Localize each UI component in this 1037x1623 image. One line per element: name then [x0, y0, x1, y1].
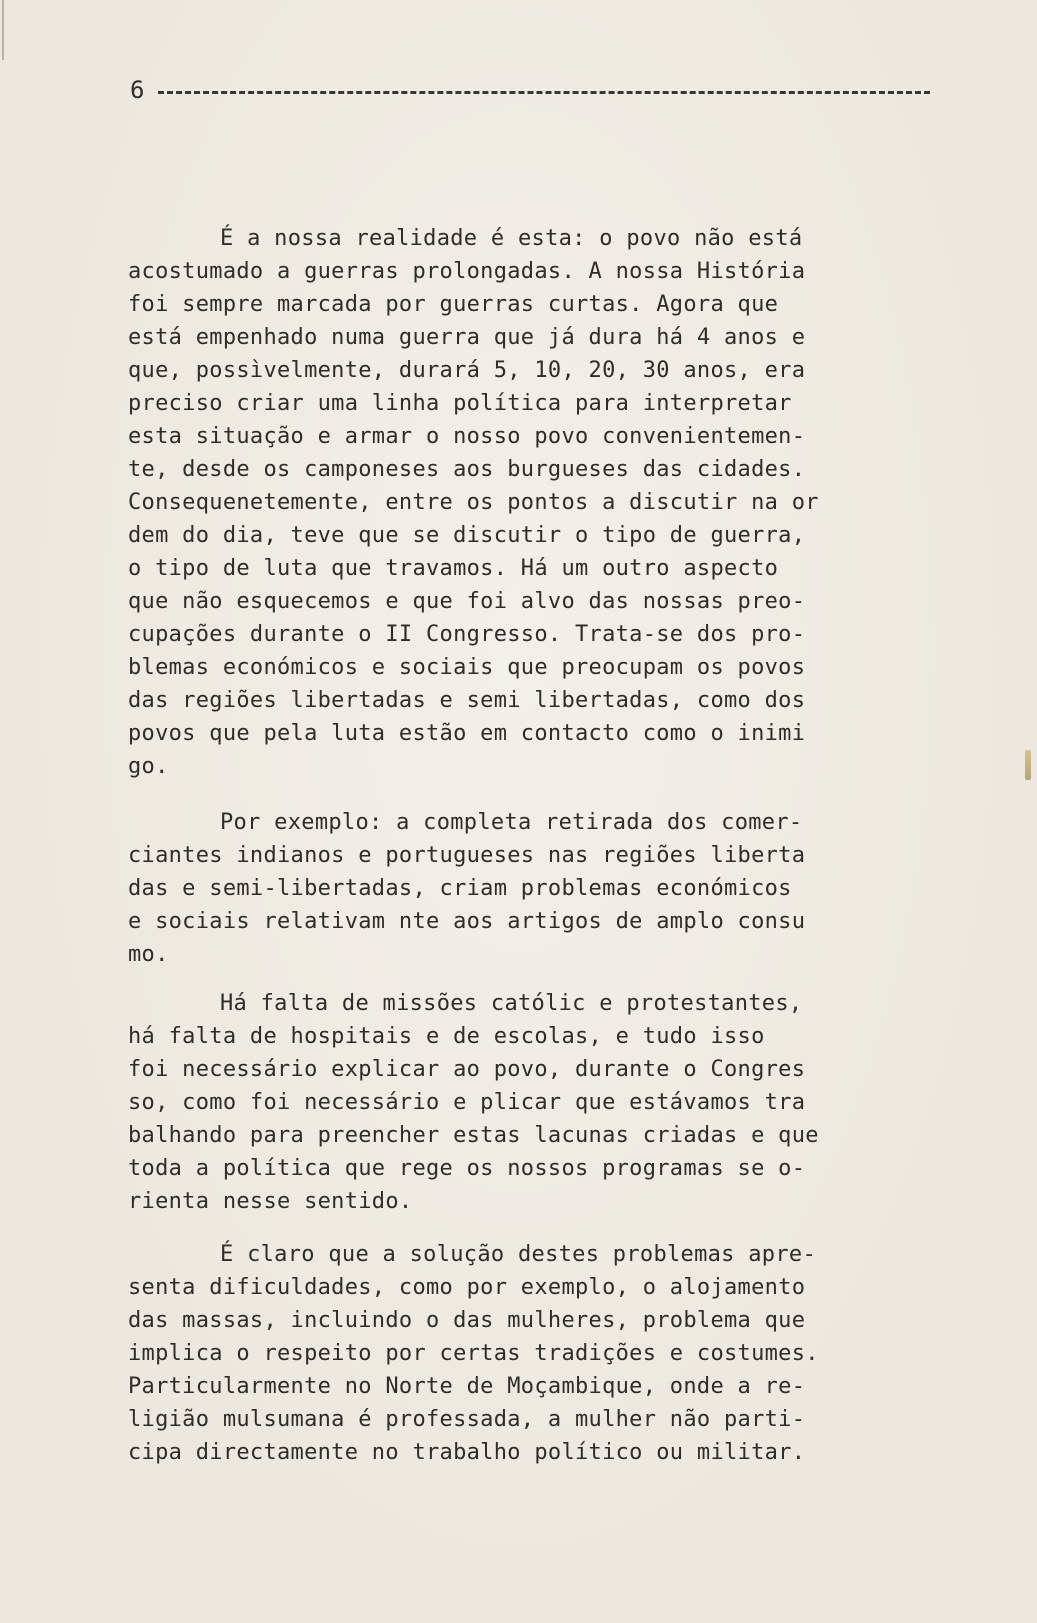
- text-line: Por exemplo: a completa retirada dos comer-: [220, 810, 803, 835]
- text-line: blemas económicos e sociais que preocupam os povos: [128, 655, 806, 680]
- text-line: ciantes indianos e portugueses nas regiões liberta: [128, 843, 806, 868]
- paragraph-4: [128, 1238, 928, 1469]
- text-line: está empenhado numa guerra que já dura há 4 anos e: [128, 325, 806, 350]
- text-line: balhando para preencher estas lacunas criadas e que: [128, 1123, 819, 1148]
- text-line: acostumado a guerras prolongadas. A nossa História: [128, 259, 806, 284]
- text-line: É claro que a solução destes problemas apre-: [220, 1242, 816, 1267]
- page-number: 6: [130, 76, 145, 104]
- text-line: das regiões libertadas e semi libertadas, como dos: [128, 688, 806, 713]
- paragraph-2: [128, 806, 928, 971]
- text-line: toda a política que rege os nossos programas se o-: [128, 1156, 806, 1181]
- text-line: das e semi-libertadas, criam problemas económicos: [128, 876, 792, 901]
- text-line: foi sempre marcada por guerras curtas. Agora que: [128, 292, 779, 317]
- text-line: cupações durante o II Congresso. Trata-se dos pro-: [128, 622, 806, 647]
- text-line: rienta nesse sentido.: [128, 1189, 413, 1214]
- text-line: há falta de hospitais e de escolas, e tudo isso: [128, 1024, 765, 1049]
- text-line: implica o respeito por certas tradições e costumes.: [128, 1341, 819, 1366]
- text-line: senta dificuldades, como por exemplo, o alojamento: [128, 1275, 806, 1300]
- text-line: esta situação e armar o nosso povo convenientemen-: [128, 424, 806, 449]
- text-line: ligião mulsumana é professada, a mulher não parti-: [128, 1407, 806, 1432]
- text-line: das massas, incluindo o das mulheres, problema que: [128, 1308, 806, 1333]
- paragraph-3: [128, 987, 928, 1218]
- paper-edge-mark: [2, 0, 4, 60]
- text-line: cipa directamente no trabalho político ou militar.: [128, 1440, 806, 1465]
- paragraph-1: [128, 222, 928, 783]
- text-line: que não esquecemos e que foi alvo das nossas preo-: [128, 589, 806, 614]
- text-line: te, desde os camponeses aos burgueses das cidades.: [128, 457, 806, 482]
- text-line: mo.: [128, 942, 169, 967]
- paper-stain-mark: [1025, 750, 1031, 780]
- text-line: o tipo de luta que travamos. Há um outro aspecto: [128, 556, 779, 581]
- text-line: que, possìvelmente, durará 5, 10, 20, 30 anos, era: [128, 358, 806, 383]
- header-dashed-rule: [158, 91, 930, 94]
- text-line: preciso criar uma linha política para interpretar: [128, 391, 792, 416]
- text-line: Há falta de missões católic e protestantes,: [220, 991, 803, 1016]
- text-line: Particularmente no Norte de Moçambique, onde a re-: [128, 1374, 806, 1399]
- text-line: go.: [128, 754, 169, 779]
- page-header: [130, 70, 930, 110]
- text-line: povos que pela luta estão em contacto como o inimi: [128, 721, 806, 746]
- text-line: dem do dia, teve que se discutir o tipo de guerra,: [128, 523, 806, 548]
- text-line: É a nossa realidade é esta: o povo não está: [220, 226, 803, 251]
- text-line: so, como foi necessário e plicar que estávamos tra: [128, 1090, 806, 1115]
- text-line: foi necessário explicar ao povo, durante o Congres: [128, 1057, 806, 1082]
- text-line: e sociais relativam nte aos artigos de amplo consu: [128, 909, 806, 934]
- text-line: Consequenetemente, entre os pontos a discutir na or: [128, 490, 819, 515]
